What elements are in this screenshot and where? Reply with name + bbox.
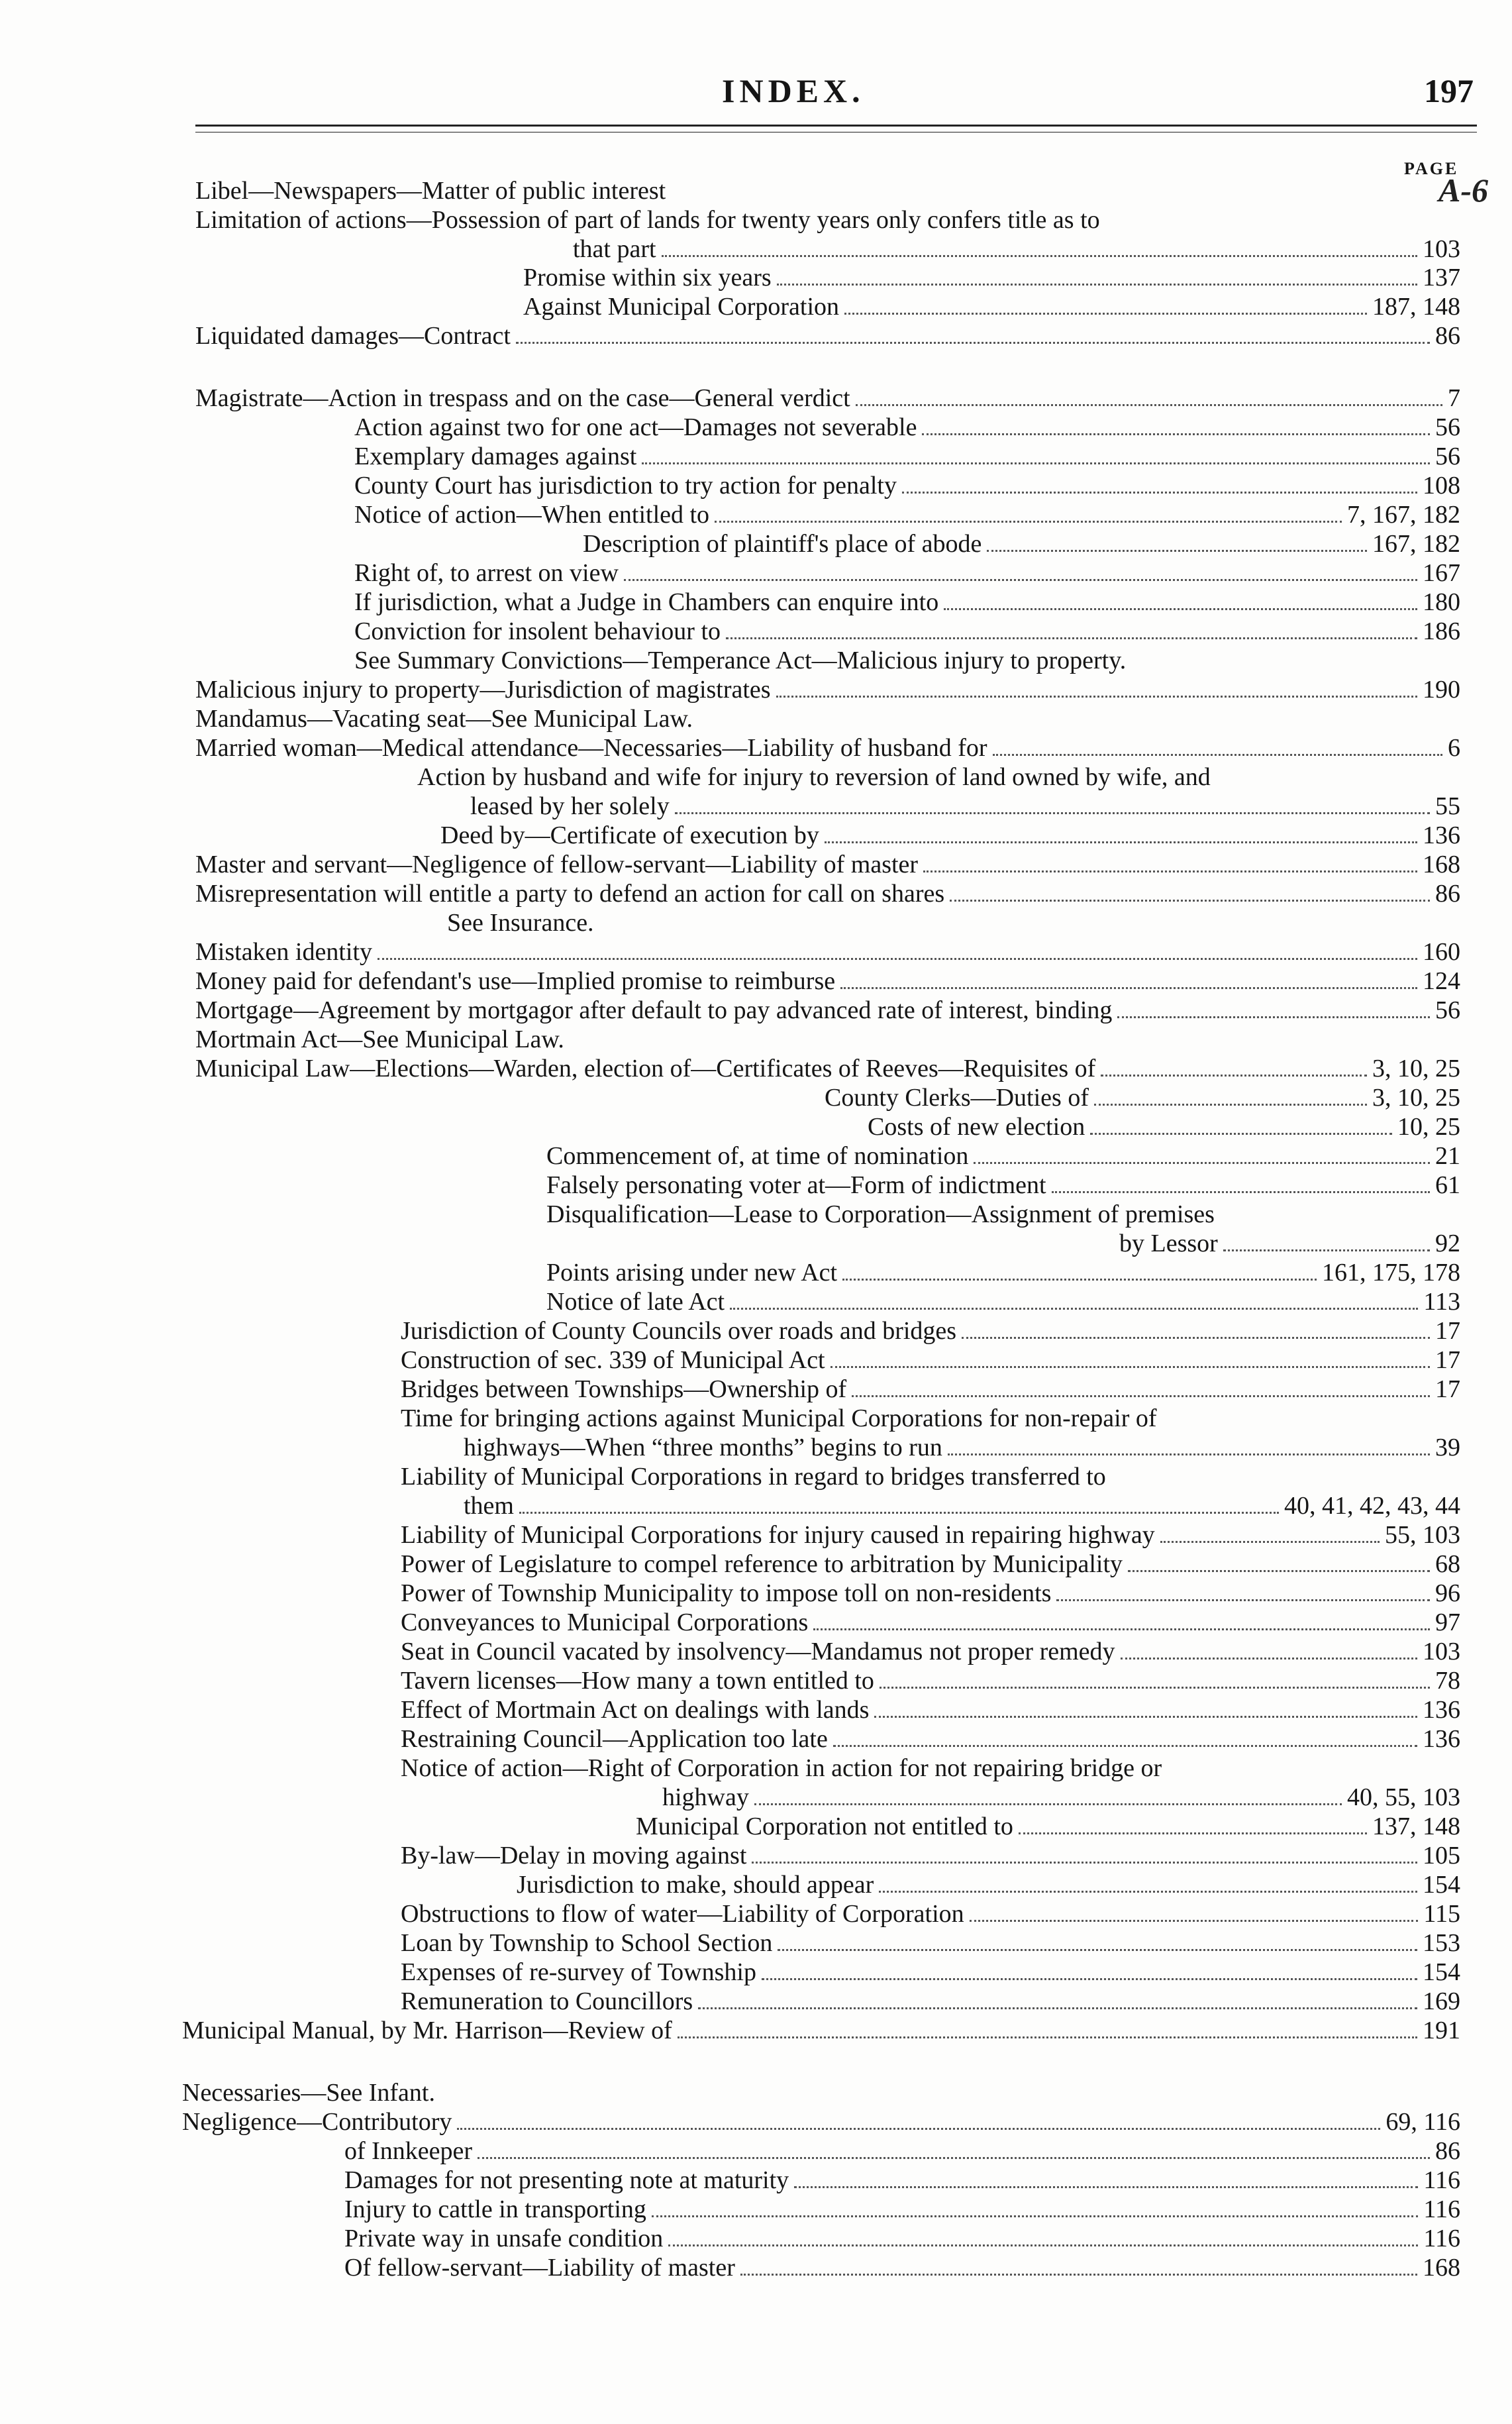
header-rule xyxy=(195,125,1477,127)
leader-dots xyxy=(833,1745,1417,1747)
entry-text: Private way in unsafe condition xyxy=(344,2225,664,2252)
entry-page-ref: 21 xyxy=(1435,1142,1460,1170)
entry-text: See Summary Convictions—Temperance Act—Malicious injury to property. xyxy=(354,647,1127,674)
leader-dots xyxy=(1160,1541,1380,1543)
entry-page-ref: 68 xyxy=(1435,1550,1460,1578)
entry-page-ref: 39 xyxy=(1435,1434,1460,1461)
entry-page-ref: 86 xyxy=(1435,880,1460,908)
entry-page-ref: 167, 182 xyxy=(1372,530,1460,558)
index-entry xyxy=(401,1317,1460,1345)
entry-page-ref: 6 xyxy=(1448,734,1460,762)
leader-dots xyxy=(902,492,1417,494)
entry-page-ref: 56 xyxy=(1435,413,1460,441)
index-entry xyxy=(344,2254,1460,2282)
leader-dots xyxy=(1117,1016,1430,1018)
leader-dots xyxy=(457,2128,1380,2130)
entry-page-ref: 56 xyxy=(1435,443,1460,470)
entry-text: Of fellow-servant—Liability of master xyxy=(344,2254,735,2282)
index-entry xyxy=(401,1725,1460,1753)
entry-page-ref: 190 xyxy=(1423,676,1460,704)
entry-page-ref: 55, 103 xyxy=(1385,1521,1460,1549)
leader-dots xyxy=(874,1716,1417,1718)
leader-dots xyxy=(516,342,1430,344)
entry-text: highway xyxy=(662,1783,749,1811)
entry-page-ref: 56 xyxy=(1435,996,1460,1024)
entry-page-ref: 136 xyxy=(1423,1725,1460,1753)
leader-dots xyxy=(642,462,1430,464)
entry-text: Costs of new election xyxy=(868,1113,1085,1141)
entry-page-ref: 105 xyxy=(1423,1842,1460,1870)
leader-dots xyxy=(1090,1133,1392,1135)
entry-page-ref: 7 xyxy=(1448,384,1460,412)
entry-text: Notice of late Act xyxy=(546,1288,725,1316)
entry-text: Money paid for defendant's use—Implied promise to reimburse xyxy=(195,967,836,995)
entry-text: Power of Township Municipality to impose toll on non-residents xyxy=(401,1579,1052,1607)
index-entry xyxy=(401,1404,1404,1432)
leader-dots xyxy=(950,900,1430,902)
entry-text: Description of plaintiff's place of abode xyxy=(583,530,982,558)
entry-text: Notice of action—Right of Corporation in action for not repairing bridge or xyxy=(401,1754,1162,1782)
page-number: 197 xyxy=(1424,72,1474,109)
index-entry xyxy=(344,2225,1460,2252)
entry-page-ref: 168 xyxy=(1423,2254,1460,2282)
entry-page-ref: 86 xyxy=(1435,322,1460,350)
entry-page-ref: 69, 116 xyxy=(1386,2108,1460,2136)
leader-dots xyxy=(378,958,1417,960)
index-entry xyxy=(401,1667,1460,1695)
entry-text: Necessaries—See Infant. xyxy=(182,2079,435,2107)
index-entry xyxy=(401,1754,1404,1782)
leader-dots xyxy=(944,608,1417,610)
index-entry xyxy=(195,322,1460,350)
index-entry xyxy=(517,1871,1460,1899)
entry-text: Loan by Township to School Section xyxy=(401,1929,773,1957)
entry-text: Promise within six years xyxy=(523,264,772,291)
entry-text: Obstructions to flow of water—Liability of Corporation xyxy=(401,1900,964,1928)
entry-page-ref: 3, 10, 25 xyxy=(1372,1084,1460,1112)
entry-page-ref: 160 xyxy=(1423,938,1460,966)
entry-page-ref: 116 xyxy=(1423,2166,1460,2194)
leader-dots xyxy=(652,2215,1419,2217)
index-entry xyxy=(868,1113,1460,1141)
entry-text: Power of Legislature to compel reference to arbitration by Municipality xyxy=(401,1550,1123,1578)
entry-text: Seat in Council vacated by insolvency—Mandamus not proper remedy xyxy=(401,1638,1115,1665)
index-entry xyxy=(546,1288,1460,1316)
index-entry xyxy=(195,676,1460,704)
entry-text: of Innkeeper xyxy=(344,2137,473,2165)
entry-page-ref: 96 xyxy=(1435,1579,1460,1607)
index-entry xyxy=(546,1259,1460,1287)
index-entry xyxy=(401,1987,1460,2015)
index-entry xyxy=(344,2195,1460,2223)
entry-page-ref: 169 xyxy=(1423,1987,1460,2015)
index-entry xyxy=(546,1171,1460,1199)
entry-text: County Clerks—Duties of xyxy=(825,1084,1089,1112)
entry-page-ref: 168 xyxy=(1423,851,1460,878)
index-entry xyxy=(401,1929,1460,1957)
index-entry xyxy=(401,1463,1404,1491)
index-entry xyxy=(401,1696,1460,1724)
entry-text: Action by husband and wife for injury to reversion of land owned by wife, and xyxy=(417,763,1211,791)
leader-dots xyxy=(831,1366,1430,1368)
leader-dots xyxy=(974,1162,1430,1164)
leader-dots xyxy=(730,1308,1418,1310)
entry-text: Time for bringing actions against Municipal Corporations for non-repair of xyxy=(401,1404,1157,1432)
entry-text: Action against two for one act—Damages not severable xyxy=(354,413,917,441)
entry-text: by Lessor xyxy=(1119,1230,1218,1257)
entry-page-ref: 113 xyxy=(1423,1288,1460,1316)
entry-text: Mortgage—Agreement by mortgagor after default to pay advanced rate of interest, binding xyxy=(195,996,1113,1024)
leader-dots xyxy=(1052,1191,1430,1193)
leader-dots xyxy=(624,579,1417,581)
entry-page-ref: 17 xyxy=(1435,1346,1460,1374)
entry-text: Jurisdiction of County Councils over roads and bridges xyxy=(401,1317,957,1345)
index-entry xyxy=(195,996,1460,1024)
leader-dots xyxy=(662,255,1417,257)
entry-page-ref: 17 xyxy=(1435,1317,1460,1345)
entry-text: highways—When “three months” begins to run xyxy=(464,1434,942,1461)
entry-page-ref: 124 xyxy=(1423,967,1460,995)
leader-dots xyxy=(678,2036,1417,2038)
leader-dots xyxy=(675,812,1430,814)
index-entry xyxy=(401,1638,1460,1665)
entry-text: Points arising under new Act xyxy=(546,1259,838,1287)
leader-dots xyxy=(754,1803,1342,1805)
leader-dots xyxy=(1223,1249,1430,1251)
entry-text: Right of, to arrest on view xyxy=(354,559,619,587)
index-entry xyxy=(447,909,729,937)
index-entry xyxy=(401,1608,1460,1636)
index-entry xyxy=(401,1521,1460,1549)
leader-dots xyxy=(813,1628,1430,1630)
index-entry xyxy=(825,1084,1460,1112)
index-entry xyxy=(470,792,1460,820)
entry-text: Master and servant—Negligence of fellow-servant—Liability of master xyxy=(195,851,919,878)
index-entry xyxy=(354,559,1460,587)
entry-page-ref: 137, 148 xyxy=(1372,1813,1460,1840)
index-entry xyxy=(195,384,1460,412)
entry-text: Construction of sec. 339 of Municipal Act xyxy=(401,1346,825,1374)
index-entry xyxy=(401,1579,1460,1607)
entry-text: Expenses of re-survey of Township xyxy=(401,1958,756,1986)
entry-text: Liquidated damages—Contract xyxy=(195,322,511,350)
index-entry xyxy=(583,530,1460,558)
index-entry xyxy=(546,1200,1404,1228)
index-entry xyxy=(195,938,1460,966)
entry-page-ref: 40, 41, 42, 43, 44 xyxy=(1284,1492,1460,1520)
leader-dots xyxy=(852,1395,1430,1397)
leader-dots xyxy=(948,1453,1430,1455)
index-entry xyxy=(354,413,1460,441)
entry-text: Bridges between Townships—Ownership of xyxy=(401,1375,847,1403)
leader-dots xyxy=(778,1949,1417,1951)
index-entry xyxy=(523,293,1460,321)
entry-page-ref: 187, 148 xyxy=(1372,293,1460,321)
leader-dots xyxy=(825,841,1417,843)
index-entry xyxy=(354,501,1460,529)
entry-text: Restraining Council—Application too late xyxy=(401,1725,828,1753)
entry-text: Married woman—Medical attendance—Necessaries—Liability of husband for xyxy=(195,734,987,762)
entry-page-ref: 103 xyxy=(1423,235,1460,263)
entry-text: them xyxy=(464,1492,514,1520)
entry-text: Conviction for insolent behaviour to xyxy=(354,617,721,645)
pencil-annotation: A-6 xyxy=(1438,172,1488,209)
leader-dots xyxy=(879,1891,1417,1893)
index-entry xyxy=(523,264,1460,291)
index-entry xyxy=(182,2079,729,2107)
index-entry xyxy=(401,1900,1460,1928)
index-entry xyxy=(354,647,1325,674)
leader-dots xyxy=(987,550,1367,552)
entry-text: Against Municipal Corporation xyxy=(523,293,840,321)
leader-dots xyxy=(715,521,1342,523)
entry-page-ref: 3, 10, 25 xyxy=(1372,1055,1460,1082)
entry-text: Commencement of, at time of nomination xyxy=(546,1142,969,1170)
entry-text: Mistaken identity xyxy=(195,938,373,966)
entry-text: Deed by—Certificate of execution by xyxy=(440,821,819,849)
index-entry xyxy=(195,1055,1460,1082)
index-entry xyxy=(182,2017,1460,2044)
entry-text: Municipal Corporation not entitled to xyxy=(636,1813,1013,1840)
leader-dots xyxy=(1056,1599,1430,1601)
entry-page-ref: 116 xyxy=(1423,2195,1460,2223)
entry-text: Magistrate—Action in trespass and on the case—General verdict xyxy=(195,384,850,412)
entry-page-ref: 7, 167, 182 xyxy=(1347,501,1460,529)
entry-text: Mandamus—Vacating seat—See Municipal Law. xyxy=(195,705,693,733)
entry-page-ref: 86 xyxy=(1435,2137,1460,2165)
leader-dots xyxy=(740,2274,1417,2276)
index-entry xyxy=(546,1142,1460,1170)
entry-page-ref: 191 xyxy=(1423,2017,1460,2044)
index-entry xyxy=(401,1958,1460,1986)
leader-dots xyxy=(880,1687,1430,1689)
entry-text: Notice of action—When entitled to xyxy=(354,501,710,529)
index-entry xyxy=(195,851,1460,878)
entry-page-ref: 161, 175, 178 xyxy=(1322,1259,1460,1287)
entry-text: Remuneration to Councillors xyxy=(401,1987,693,2015)
index-entry xyxy=(440,821,1460,849)
leader-dots xyxy=(840,987,1417,989)
leader-dots xyxy=(1094,1104,1367,1106)
entry-page-ref: 136 xyxy=(1423,821,1460,849)
entry-text: Jurisdiction to make, should appear xyxy=(517,1871,874,1899)
index-entry xyxy=(464,1492,1460,1520)
leader-dots xyxy=(777,284,1417,286)
entry-page-ref: 17 xyxy=(1435,1375,1460,1403)
index-entry xyxy=(636,1813,1460,1840)
index-entry xyxy=(401,1550,1460,1578)
entry-text: Exemplary damages against xyxy=(354,443,637,470)
entry-text: Mortmain Act—See Municipal Law. xyxy=(195,1026,564,1053)
entry-text: Limitation of actions—Possession of part of lands for twenty years only confers title as to xyxy=(195,206,1100,234)
leader-dots xyxy=(856,404,1442,406)
entry-text: that part xyxy=(573,235,656,263)
entry-text: Tavern licenses—How many a town entitled to xyxy=(401,1667,874,1695)
index-entry xyxy=(401,1375,1460,1403)
entry-page-ref: 55 xyxy=(1435,792,1460,820)
leader-dots xyxy=(698,2007,1417,2009)
index-entry xyxy=(195,206,1404,234)
index-entry xyxy=(464,1434,1460,1461)
entry-page-ref: 153 xyxy=(1423,1929,1460,1957)
leader-dots xyxy=(1101,1075,1367,1077)
index-entry xyxy=(344,2166,1460,2194)
leader-dots xyxy=(668,2244,1418,2246)
entry-text: County Court has jurisdiction to try action for penalty xyxy=(354,472,897,500)
leader-dots xyxy=(993,754,1442,756)
entry-text: Falsely personating voter at—Form of indictment xyxy=(546,1171,1046,1199)
index-entry xyxy=(662,1783,1460,1811)
entry-page-ref: 97 xyxy=(1435,1608,1460,1636)
entry-page-ref: 167 xyxy=(1423,559,1460,587)
leader-dots xyxy=(776,696,1417,698)
leader-dots xyxy=(1121,1658,1417,1660)
index-entry xyxy=(417,763,1404,791)
page-column-label: PAGE xyxy=(1404,159,1459,178)
entry-text: Municipal Manual, by Mr. Harrison—Review of xyxy=(182,2017,672,2044)
index-entry xyxy=(401,1842,1460,1870)
entry-page-ref: 136 xyxy=(1423,1696,1460,1724)
entry-text: Liability of Municipal Corporations for injury caused in repairing highway xyxy=(401,1521,1155,1549)
leader-dots xyxy=(1019,1832,1367,1834)
index-entry xyxy=(195,734,1460,762)
index-entry xyxy=(401,1346,1460,1374)
entry-page-ref: 154 xyxy=(1423,1871,1460,1899)
entry-text: Damages for not presenting note at maturity xyxy=(344,2166,789,2194)
leader-dots xyxy=(478,2157,1430,2159)
index-entry xyxy=(195,705,1126,733)
entry-page-ref: 154 xyxy=(1423,1958,1460,1986)
entry-text: Malicious injury to property—Jurisdiction of magistrates xyxy=(195,676,771,704)
leader-dots xyxy=(922,433,1430,435)
index-entry xyxy=(354,472,1460,500)
entry-page-ref: 10, 25 xyxy=(1397,1113,1460,1141)
entry-page-ref: 137 xyxy=(1423,264,1460,291)
entry-page-ref: 61 xyxy=(1435,1171,1460,1199)
page-title: INDEX. xyxy=(722,72,865,109)
entry-page-ref: 186 xyxy=(1423,617,1460,645)
entry-text: Injury to cattle in transporting xyxy=(344,2195,646,2223)
entry-text: See Insurance. xyxy=(447,909,594,937)
entry-page-ref: 103 xyxy=(1423,1638,1460,1665)
leader-dots xyxy=(842,1279,1317,1281)
entry-text: If jurisdiction, what a Judge in Chambers can enquire into xyxy=(354,588,939,616)
index-entry xyxy=(195,880,1460,908)
entry-text: Misrepresentation will entitle a party to defend an action for call on shares xyxy=(195,880,945,908)
index-entry xyxy=(354,588,1460,616)
index-entry xyxy=(195,177,1424,205)
entry-text: By-law—Delay in moving against xyxy=(401,1842,747,1870)
entry-text: Conveyances to Municipal Corporations xyxy=(401,1608,809,1636)
entry-text: Municipal Law—Elections—Warden, election of—Certificates of Reeves—Requisites of xyxy=(195,1055,1096,1082)
entry-page-ref: 78 xyxy=(1435,1667,1460,1695)
entry-text: Liability of Municipal Corporations in regard to bridges transferred to xyxy=(401,1463,1106,1491)
index-entry xyxy=(573,235,1460,263)
entry-text: Disqualification—Lease to Corporation—Assignment of premises xyxy=(546,1200,1215,1228)
entry-page-ref: 115 xyxy=(1423,1900,1460,1928)
index-entry xyxy=(354,617,1460,645)
entry-page-ref: 116 xyxy=(1423,2225,1460,2252)
entry-page-ref: 180 xyxy=(1423,588,1460,616)
leader-dots xyxy=(1128,1570,1430,1572)
index-entry xyxy=(344,2137,1460,2165)
entry-text: Negligence—Contributory xyxy=(182,2108,452,2136)
index-entry xyxy=(1119,1230,1460,1257)
leader-dots xyxy=(962,1337,1430,1339)
index-entry xyxy=(195,1026,729,1053)
leader-dots xyxy=(970,1920,1419,1922)
leader-dots xyxy=(752,1862,1417,1864)
leader-dots xyxy=(923,870,1417,872)
entry-text: Effect of Mortmain Act on dealings with lands xyxy=(401,1696,870,1724)
entry-text: leased by her solely xyxy=(470,792,670,820)
entry-page-ref: 92 xyxy=(1435,1230,1460,1257)
entry-text: Libel—Newspapers—Matter of public interest xyxy=(195,177,666,205)
leader-dots xyxy=(844,313,1367,315)
leader-dots xyxy=(762,1978,1417,1980)
index-entry xyxy=(195,967,1460,995)
leader-dots xyxy=(794,2186,1418,2188)
index-entry xyxy=(354,443,1460,470)
leader-dots xyxy=(726,637,1417,639)
index-entry xyxy=(182,2108,1460,2136)
leader-dots xyxy=(519,1512,1279,1514)
entry-page-ref: 108 xyxy=(1423,472,1460,500)
entry-page-ref: 40, 55, 103 xyxy=(1347,1783,1460,1811)
